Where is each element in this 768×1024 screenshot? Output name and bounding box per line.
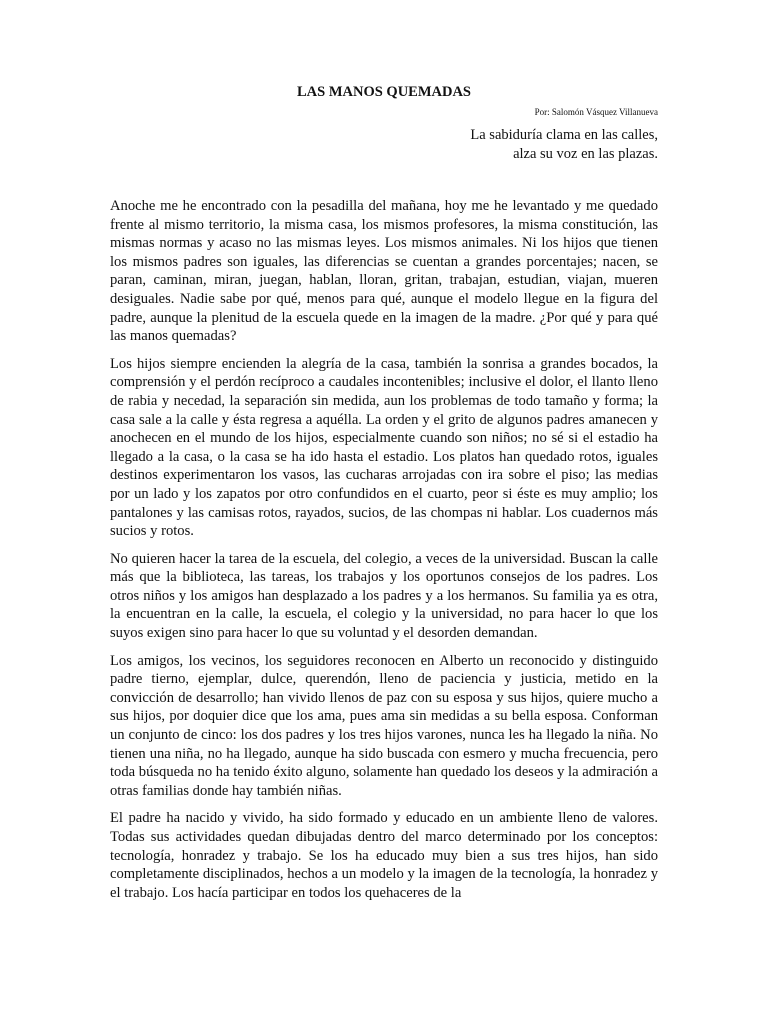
- paragraph: Los amigos, los vecinos, los seguidores reconocen en Alberto un reconocido y distinguido padre tierno, ejemplar, dulce, querendón, lleno de paciencia y justicia, metido en la convicción de desarrollo; han vivido llenos de paz con su esposa y sus hijos, quiere mucho a sus hijos, por doquier dice que los ama, pues ama sin medidas a su bella esposa. Conforman un conjunto de cinco: los dos padres y los tres hijos varones, nunca les ha llegado la niña. No tienen una niña, no ha llegado, aunque ha sido buscada con esmero y mucha frecuencia, pero toda búsqueda no ha tenido éxito alguno, solamente han quedado los deseos y la admiración a otras familias donde hay también niñas.: [110, 652, 658, 799]
- epigraph: [110, 126, 658, 164]
- paragraph: No quieren hacer la tarea de la escuela, del colegio, a veces de la universidad. Buscan la calle más que la biblioteca, las tareas, los trabajos y los oportunos consejos de los padres. Los otros niños y los amigos han desplazado a los padres y a los hermanos. Su familia ya es otra, la encuentran en la calle, la escuela, el colegio y la universidad, no para hacer lo que los suyos exigen sino para hacer lo que su voluntad y el desorden demandan.: [110, 550, 658, 642]
- document-title: LAS MANOS QUEMADAS: [296, 84, 471, 100]
- paragraph: El padre ha nacido y vivido, ha sido formado y educado en un ambiente lleno de valores. Todas sus actividades quedan dibujadas dentro del marco determinado por los conceptos: tecnología, honradez y trabajo. Se los ha educado muy bien a sus tres hijos, han sido completamente disciplinados, hechos a un modelo y la imagen de la tecnología, la honradez y el trabajo. Los hacía participar en todos los quehaceres de la: [110, 810, 658, 901]
- body-text: [110, 197, 658, 902]
- document-page: [110, 82, 658, 911]
- author-byline: Por: Salomón Vásquez Villanueva: [534, 107, 658, 117]
- paragraph: Anoche me he encontrado con la pesadilla del mañana, hoy me he levantado y me quedado frente al mismo territorio, la misma casa, los mismos profesores, la misma constitución, las mismas normas y acaso no las mismas leyes. Los mismos animales. Ni los hijos que tienen los mismos padres son iguales, las diferencias se cuentan a grandes porcentajes; nacen, se paran, caminan, miran, juegan, hablan, lloran, gritan, trabajan, estudian, viajan, mueren desiguales. Nadie sabe por qué, menos para qué, aunque el modelo llegue en la figura del padre, aunque la plenitud de la escuela quede en la imagen de la madre. ¿Por qué y para qué las manos quemadas?: [110, 198, 658, 345]
- epigraph-line: La sabiduría clama en las calles,: [470, 127, 658, 143]
- epigraph-line: alza su voz en las plazas.: [513, 146, 658, 162]
- paragraph: Los hijos siempre encienden la alegría de la casa, también la sonrisa a grandes bocados, la comprensión y el perdón recíproco a caudales incontenibles; inclusive el dolor, el llanto lleno de rabia y necedad, la separación sin medida, aun los problemas de todo tamaño y forma; la casa sale a la calle y ésta regresa a aquélla. La orden y el grito de algunos padres amanecen y anochecen en el mundo de los hijos, especialmente cuando son niños; no sé si el estadio ha llegado a la casa, o la casa se ha ido hasta el estadio. Los platos han quedado rotos, iguales destinos experimentaron los vasos, las cucharas arrojadas con ira sobre el piso; las medias por un lado y los zapatos por otro confundidos en el cuarto, peor si éste es muy amplio; los pantalones y las camisas rotos, rayados, sucios, de las chompas ni hablar. Los cuadernos más sucios y rotos.: [110, 355, 658, 540]
